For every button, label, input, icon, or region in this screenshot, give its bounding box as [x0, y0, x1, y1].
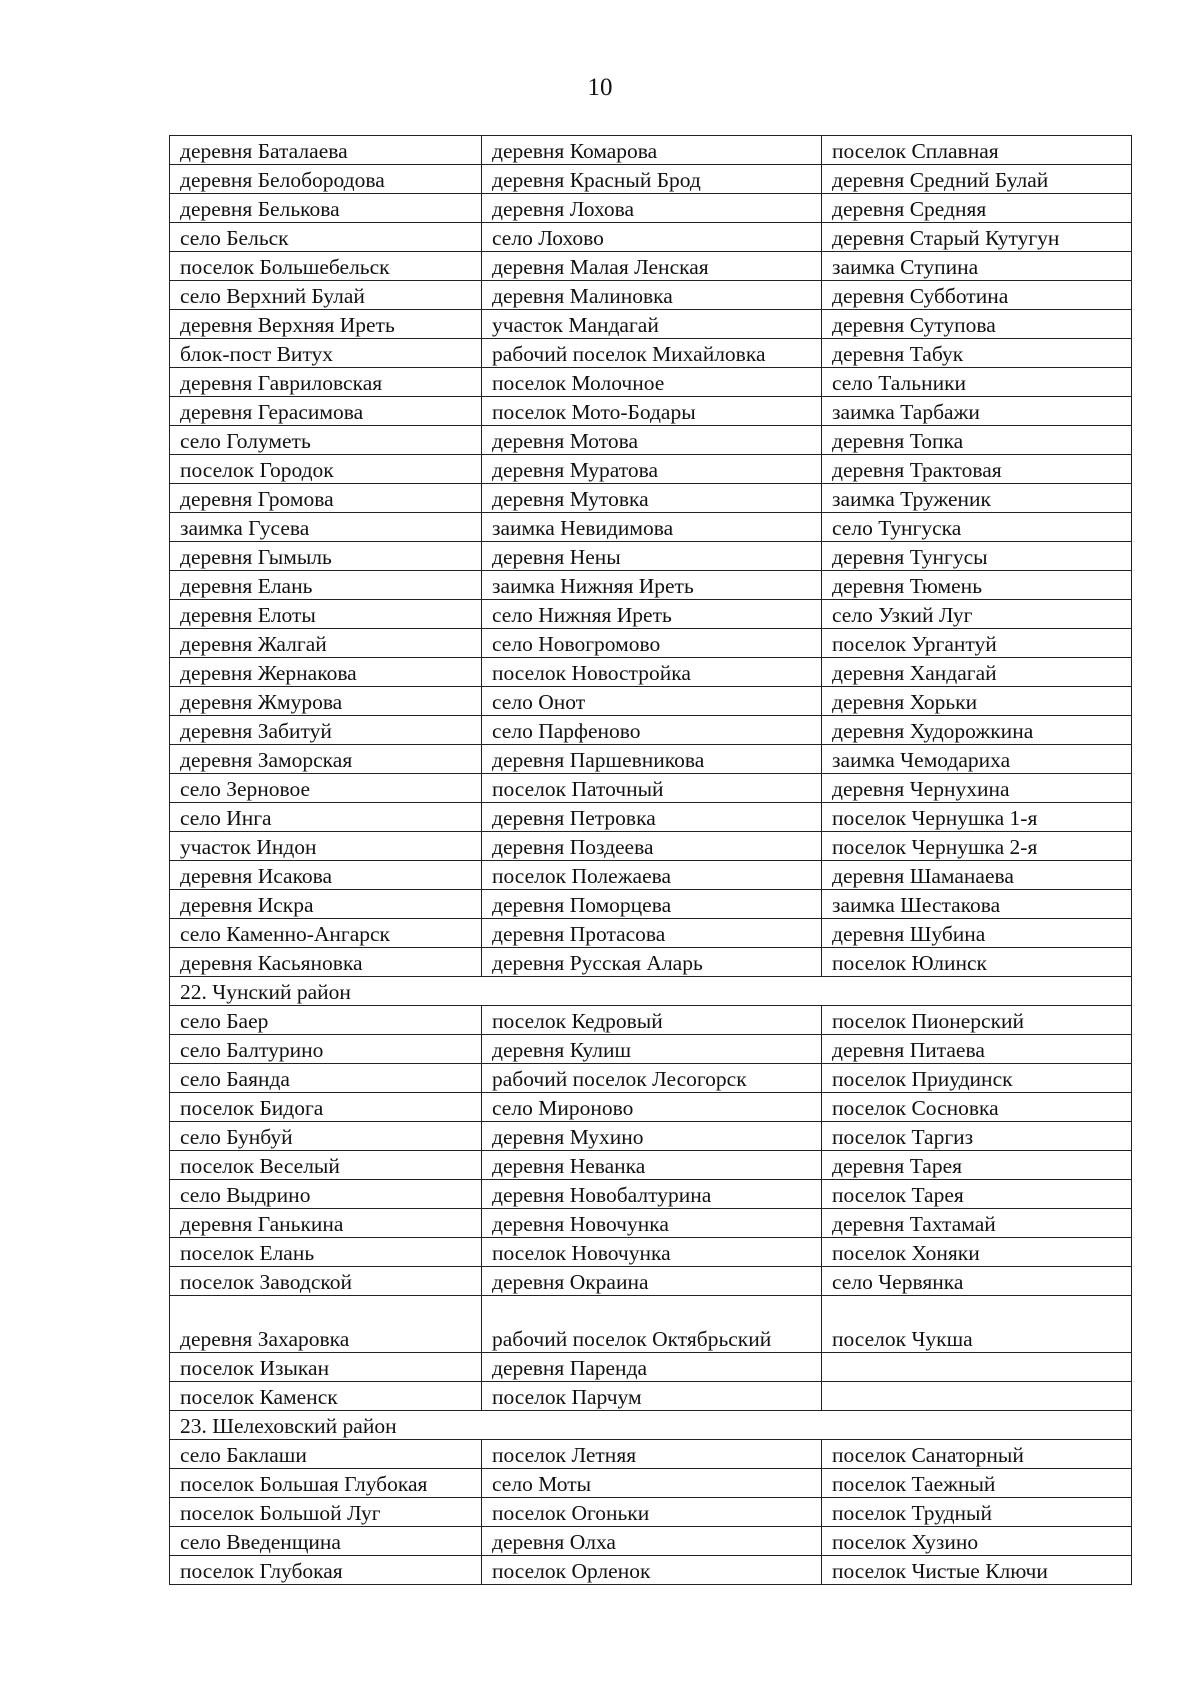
table-row	[170, 1440, 1132, 1469]
settlement-cell	[822, 1382, 1132, 1411]
settlement-cell: деревня Нены	[482, 542, 822, 571]
settlement-cell: поселок Сплавная	[822, 136, 1132, 165]
settlement-cell: деревня Жмурова	[170, 687, 482, 716]
settlement-cell: поселок Чукша	[822, 1296, 1132, 1353]
settlement-cell	[822, 1353, 1132, 1382]
table-row	[170, 252, 1132, 281]
settlement-cell: деревня Тарея	[822, 1151, 1132, 1180]
settlement-cell: деревня Герасимова	[170, 397, 482, 426]
table-row	[170, 1267, 1132, 1296]
settlement-cell: поселок Большебельск	[170, 252, 482, 281]
table-row	[170, 136, 1132, 165]
settlement-cell: деревня Худорожкина	[822, 716, 1132, 745]
table-row	[170, 658, 1132, 687]
settlement-cell: поселок Чернушка 2-я	[822, 832, 1132, 861]
table-row	[170, 339, 1132, 368]
settlement-cell: деревня Лохова	[482, 194, 822, 223]
table-row	[170, 1093, 1132, 1122]
settlement-cell: поселок Парчум	[482, 1382, 822, 1411]
settlement-cell: поселок Новочунка	[482, 1238, 822, 1267]
page-number: 10	[587, 74, 613, 101]
settlement-cell: село Баянда	[170, 1064, 482, 1093]
settlement-cell: деревня Поздеева	[482, 832, 822, 861]
settlement-cell: заимка Невидимова	[482, 513, 822, 542]
settlement-cell: деревня Белькова	[170, 194, 482, 223]
settlement-cell: деревня Средняя	[822, 194, 1132, 223]
settlement-cell: деревня Малиновка	[482, 281, 822, 310]
settlement-cell: село Введенщина	[170, 1527, 482, 1556]
settlement-cell: деревня Паренда	[482, 1353, 822, 1382]
settlement-cell: село Голуметь	[170, 426, 482, 455]
settlement-cell: село Узкий Луг	[822, 600, 1132, 629]
settlement-cell: заимка Гусева	[170, 513, 482, 542]
settlement-cell: деревня Малая Ленская	[482, 252, 822, 281]
settlement-cell: деревня Хорьки	[822, 687, 1132, 716]
settlement-cell: поселок Глубокая	[170, 1556, 482, 1585]
settlement-cell: село Нижняя Иреть	[482, 600, 822, 629]
settlement-cell: село Новогромово	[482, 629, 822, 658]
settlement-cell: поселок Полежаева	[482, 861, 822, 890]
settlement-cell: деревня Окраина	[482, 1267, 822, 1296]
table-row	[170, 803, 1132, 832]
table-row	[170, 310, 1132, 339]
settlement-cell: деревня Тунгусы	[822, 542, 1132, 571]
table-row	[170, 1353, 1132, 1382]
settlement-cell: село Бунбуй	[170, 1122, 482, 1151]
settlement-cell: заимка Ступина	[822, 252, 1132, 281]
district-heading-row	[170, 1411, 1132, 1440]
settlement-cell: деревня Красный Брод	[482, 165, 822, 194]
settlement-cell: поселок Заводской	[170, 1267, 482, 1296]
settlement-cell: село Выдрино	[170, 1180, 482, 1209]
settlement-cell: деревня Поморцева	[482, 890, 822, 919]
settlement-cell: деревня Захаровка	[170, 1296, 482, 1353]
settlement-cell: деревня Касьяновка	[170, 948, 482, 977]
settlement-cell: деревня Заморская	[170, 745, 482, 774]
table-row	[170, 1035, 1132, 1064]
settlement-cell: заимка Нижняя Иреть	[482, 571, 822, 600]
settlement-cell: село Баклаши	[170, 1440, 482, 1469]
table-row	[170, 397, 1132, 426]
settlement-cell: деревня Новочунка	[482, 1209, 822, 1238]
settlement-cell: село Тальники	[822, 368, 1132, 397]
table-row	[170, 774, 1132, 803]
settlement-cell: поселок Хоняки	[822, 1238, 1132, 1267]
district-heading: 23. Шелеховский район	[170, 1411, 1132, 1440]
settlement-cell: деревня Питаева	[822, 1035, 1132, 1064]
district-heading: 22. Чунский район	[170, 977, 1132, 1006]
settlement-cell: деревня Елань	[170, 571, 482, 600]
settlement-cell: поселок Кедровый	[482, 1006, 822, 1035]
table-row	[170, 1064, 1132, 1093]
settlement-cell: деревня Шубина	[822, 919, 1132, 948]
table-row	[170, 513, 1132, 542]
settlement-cell: село Тунгуска	[822, 513, 1132, 542]
table-row	[170, 542, 1132, 571]
settlement-cell: деревня Мотова	[482, 426, 822, 455]
table-row	[170, 890, 1132, 919]
settlement-cell: деревня Елоты	[170, 600, 482, 629]
table-row	[170, 1527, 1132, 1556]
settlement-cell: деревня Комарова	[482, 136, 822, 165]
settlement-cell: село Бельск	[170, 223, 482, 252]
table-row	[170, 1296, 1132, 1353]
settlement-cell: деревня Тахтамай	[822, 1209, 1132, 1238]
settlement-cell: поселок Таргиз	[822, 1122, 1132, 1151]
settlement-cell: рабочий поселок Михайловка	[482, 339, 822, 368]
settlement-cell: поселок Паточный	[482, 774, 822, 803]
settlements-table-body	[170, 136, 1132, 1585]
settlement-cell: поселок Таежный	[822, 1469, 1132, 1498]
settlement-cell: поселок Хузино	[822, 1527, 1132, 1556]
table-row	[170, 571, 1132, 600]
settlement-cell: поселок Сосновка	[822, 1093, 1132, 1122]
settlement-cell: поселок Юлинск	[822, 948, 1132, 977]
settlement-cell: деревня Исакова	[170, 861, 482, 890]
table-row	[170, 629, 1132, 658]
settlement-cell: село Каменно-Ангарск	[170, 919, 482, 948]
settlement-cell: поселок Бидога	[170, 1093, 482, 1122]
settlement-cell: деревня Неванка	[482, 1151, 822, 1180]
district-heading-row	[170, 977, 1132, 1006]
table-row	[170, 368, 1132, 397]
settlement-cell: деревня Чернухина	[822, 774, 1132, 803]
table-row	[170, 223, 1132, 252]
settlement-cell: деревня Топка	[822, 426, 1132, 455]
table-row	[170, 1180, 1132, 1209]
settlement-cell: поселок Трудный	[822, 1498, 1132, 1527]
settlement-cell: поселок Орленок	[482, 1556, 822, 1585]
table-row	[170, 948, 1132, 977]
settlement-cell: поселок Молочное	[482, 368, 822, 397]
settlement-cell: блок-пост Витух	[170, 339, 482, 368]
settlement-cell: поселок Большой Луг	[170, 1498, 482, 1527]
settlement-cell: деревня Баталаева	[170, 136, 482, 165]
settlement-cell: деревня Средний Булай	[822, 165, 1132, 194]
settlement-cell: деревня Русская Аларь	[482, 948, 822, 977]
settlement-cell: поселок Мото-Бодары	[482, 397, 822, 426]
settlement-cell: деревня Верхняя Иреть	[170, 310, 482, 339]
settlement-cell: поселок Пионерский	[822, 1006, 1132, 1035]
settlement-cell: поселок Летняя	[482, 1440, 822, 1469]
settlement-cell: заимка Тарбажи	[822, 397, 1132, 426]
settlement-cell: поселок Санаторный	[822, 1440, 1132, 1469]
settlement-cell: деревня Шаманаева	[822, 861, 1132, 890]
table-row	[170, 455, 1132, 484]
settlement-cell: деревня Протасова	[482, 919, 822, 948]
settlement-cell: поселок Каменск	[170, 1382, 482, 1411]
settlement-cell: село Моты	[482, 1469, 822, 1498]
settlement-cell: поселок Чистые Ключи	[822, 1556, 1132, 1585]
settlement-cell: поселок Изыкан	[170, 1353, 482, 1382]
settlement-cell: деревня Мутовка	[482, 484, 822, 513]
settlement-cell: село Онот	[482, 687, 822, 716]
table-row	[170, 1469, 1132, 1498]
settlement-cell: деревня Сутупова	[822, 310, 1132, 339]
settlement-cell: деревня Мухино	[482, 1122, 822, 1151]
settlement-cell: деревня Старый Кутугун	[822, 223, 1132, 252]
settlement-cell: рабочий поселок Октябрьский	[482, 1296, 822, 1353]
settlement-cell: деревня Гавриловская	[170, 368, 482, 397]
settlement-cell: село Инга	[170, 803, 482, 832]
table-row	[170, 919, 1132, 948]
settlement-cell: село Парфеново	[482, 716, 822, 745]
table-row	[170, 716, 1132, 745]
settlement-cell: деревня Субботина	[822, 281, 1132, 310]
settlement-cell: поселок Приудинск	[822, 1064, 1132, 1093]
settlement-cell: поселок Тарея	[822, 1180, 1132, 1209]
table-row	[170, 687, 1132, 716]
settlement-cell: поселок Большая Глубокая	[170, 1469, 482, 1498]
settlement-cell: деревня Искра	[170, 890, 482, 919]
table-row	[170, 194, 1132, 223]
settlement-cell: деревня Паршевникова	[482, 745, 822, 774]
settlement-cell: село Лохово	[482, 223, 822, 252]
settlement-cell: деревня Жернакова	[170, 658, 482, 687]
table-row	[170, 1006, 1132, 1035]
table-row	[170, 484, 1132, 513]
table-row	[170, 1556, 1132, 1585]
table-row	[170, 1209, 1132, 1238]
settlement-cell: поселок Чернушка 1-я	[822, 803, 1132, 832]
settlement-cell: деревня Тюмень	[822, 571, 1132, 600]
settlement-cell: поселок Огоньки	[482, 1498, 822, 1527]
table-row	[170, 426, 1132, 455]
settlement-cell: деревня Хандагай	[822, 658, 1132, 687]
settlement-cell: поселок Веселый	[170, 1151, 482, 1180]
table-row	[170, 1382, 1132, 1411]
settlement-cell: село Баер	[170, 1006, 482, 1035]
settlement-cell: поселок Ургантуй	[822, 629, 1132, 658]
settlement-cell: село Верхний Булай	[170, 281, 482, 310]
settlement-cell: деревня Олха	[482, 1527, 822, 1556]
settlement-cell: деревня Белобородова	[170, 165, 482, 194]
table-row	[170, 861, 1132, 890]
table-row	[170, 600, 1132, 629]
settlement-cell: участок Индон	[170, 832, 482, 861]
table-row	[170, 1122, 1132, 1151]
table-row	[170, 832, 1132, 861]
settlement-cell: село Червянка	[822, 1267, 1132, 1296]
settlement-cell: деревня Громова	[170, 484, 482, 513]
settlements-table	[169, 135, 1132, 1585]
settlement-cell: деревня Новобалтурина	[482, 1180, 822, 1209]
table-row	[170, 1498, 1132, 1527]
settlement-cell: деревня Жалгай	[170, 629, 482, 658]
settlement-cell: деревня Кулиш	[482, 1035, 822, 1064]
settlement-cell: село Мироново	[482, 1093, 822, 1122]
settlement-cell: заимка Шестакова	[822, 890, 1132, 919]
settlement-cell: поселок Новостройка	[482, 658, 822, 687]
settlement-cell: деревня Трактовая	[822, 455, 1132, 484]
table-row	[170, 165, 1132, 194]
settlement-cell: село Балтурино	[170, 1035, 482, 1064]
settlement-cell: заимка Чемодариха	[822, 745, 1132, 774]
settlement-cell: деревня Муратова	[482, 455, 822, 484]
settlement-cell: участок Мандагай	[482, 310, 822, 339]
settlement-cell: заимка Труженик	[822, 484, 1132, 513]
settlement-cell: деревня Табук	[822, 339, 1132, 368]
settlement-cell: поселок Городок	[170, 455, 482, 484]
table-row	[170, 745, 1132, 774]
settlement-cell: деревня Гымыль	[170, 542, 482, 571]
settlement-cell: село Зерновое	[170, 774, 482, 803]
settlement-cell: деревня Ганькина	[170, 1209, 482, 1238]
table-row	[170, 1151, 1132, 1180]
table-row	[170, 281, 1132, 310]
table-row	[170, 1238, 1132, 1267]
settlement-cell: деревня Забитуй	[170, 716, 482, 745]
settlement-cell: поселок Елань	[170, 1238, 482, 1267]
settlement-cell: деревня Петровка	[482, 803, 822, 832]
settlement-cell: рабочий поселок Лесогорск	[482, 1064, 822, 1093]
